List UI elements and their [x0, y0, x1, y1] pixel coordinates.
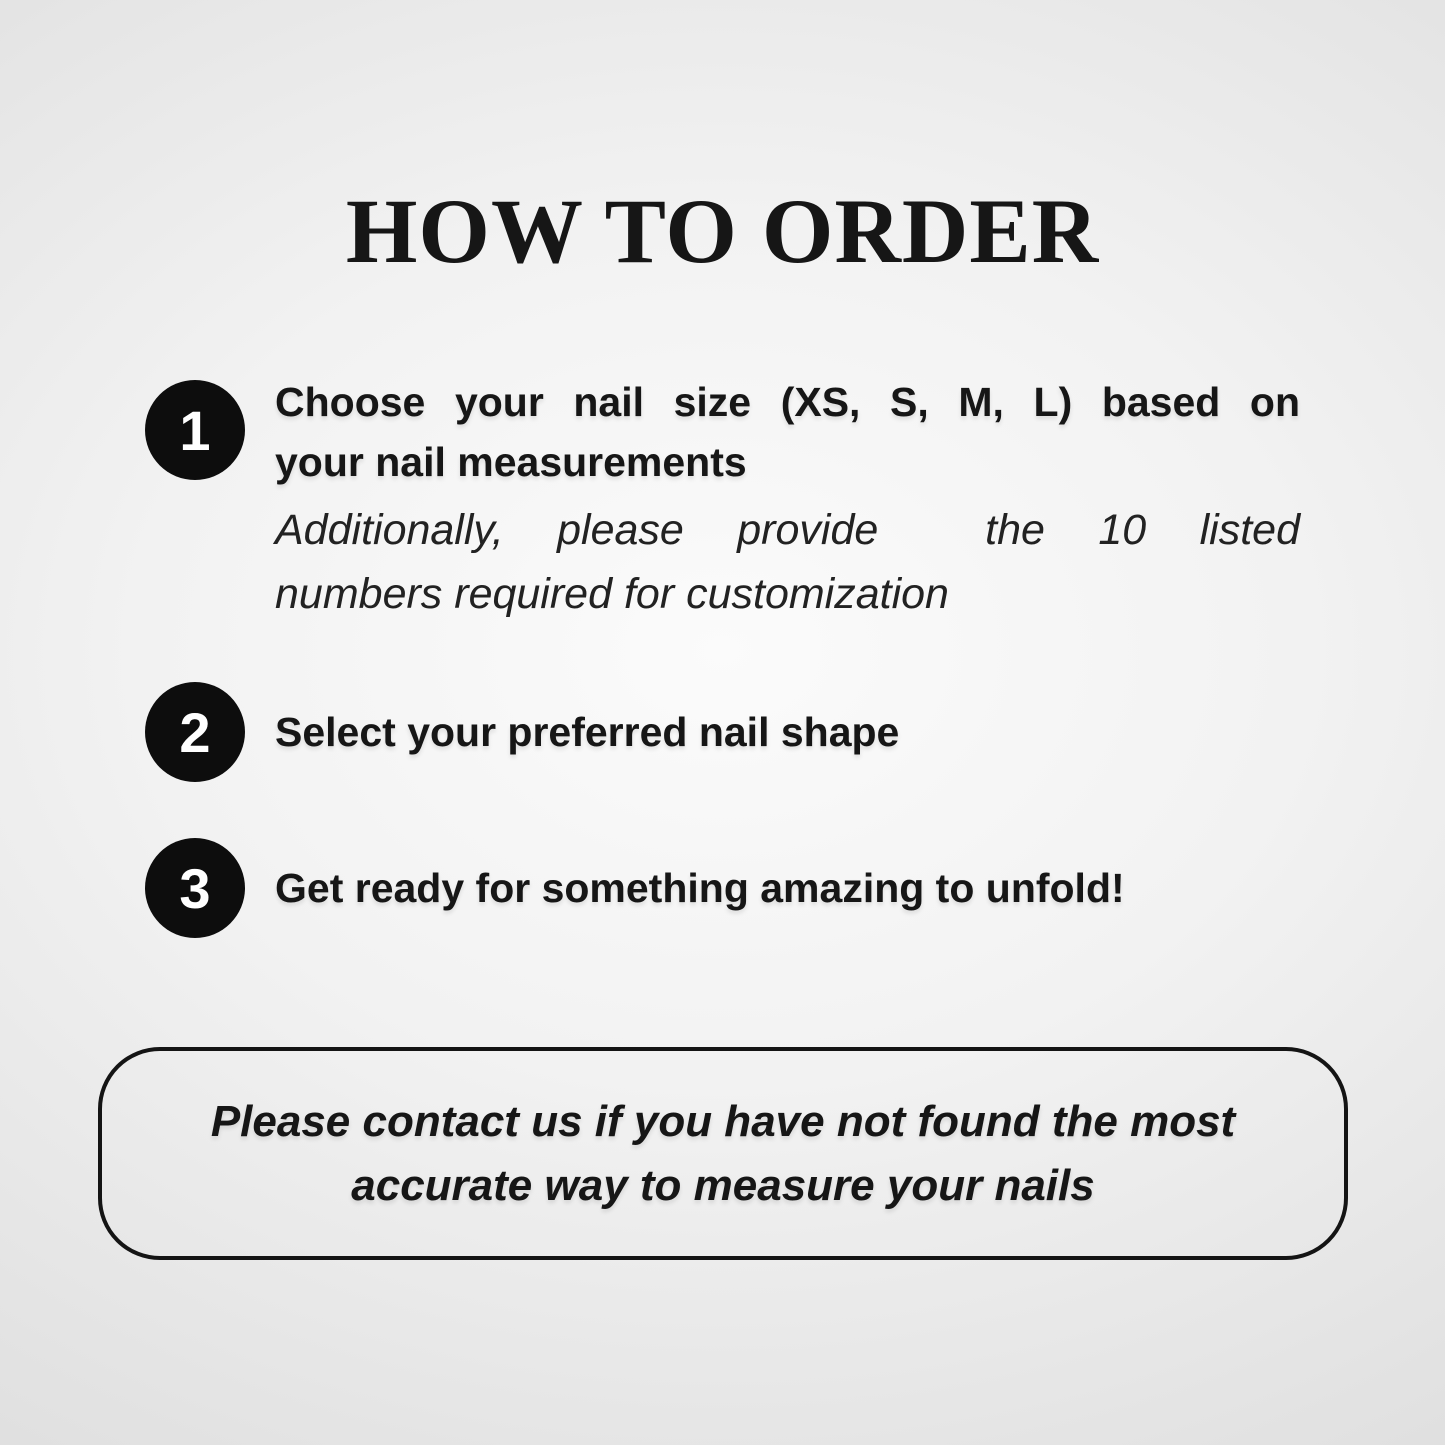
step-1-title-line-2: your nail measurements [275, 439, 747, 485]
contact-note-line-1: Please contact us if you have not found the most [210, 1096, 1236, 1146]
step-1-number: 1 [179, 398, 211, 462]
step-3-number-badge [145, 838, 245, 938]
step-3-title-line-1: Get ready for something amazing to unfold! [275, 865, 1125, 911]
contact-note-box [98, 1047, 1348, 1260]
contact-note-line-2: accurate way to measure your nails [351, 1160, 1095, 1210]
page-title: HOW TO ORDER [345, 180, 1100, 282]
step-2-title-line-1: Select your preferred nail shape [275, 709, 900, 755]
step-2-number-badge [145, 682, 245, 782]
step-1-note [275, 498, 1300, 626]
step-1-number-badge [145, 380, 245, 480]
step-1-note-line-2: numbers required for customization [275, 570, 949, 618]
step-1-title [275, 372, 1300, 492]
step-3-title [275, 858, 1300, 918]
step-2-number: 2 [179, 700, 211, 764]
step-1-title-line-1: Choose your nail size (XS, S, M, L) based on [275, 379, 1300, 425]
step-1-note-line-1: Additionally, please provide the 10 listed [275, 506, 1300, 554]
step-3-number: 3 [179, 856, 211, 920]
step-2-title [275, 702, 1300, 762]
